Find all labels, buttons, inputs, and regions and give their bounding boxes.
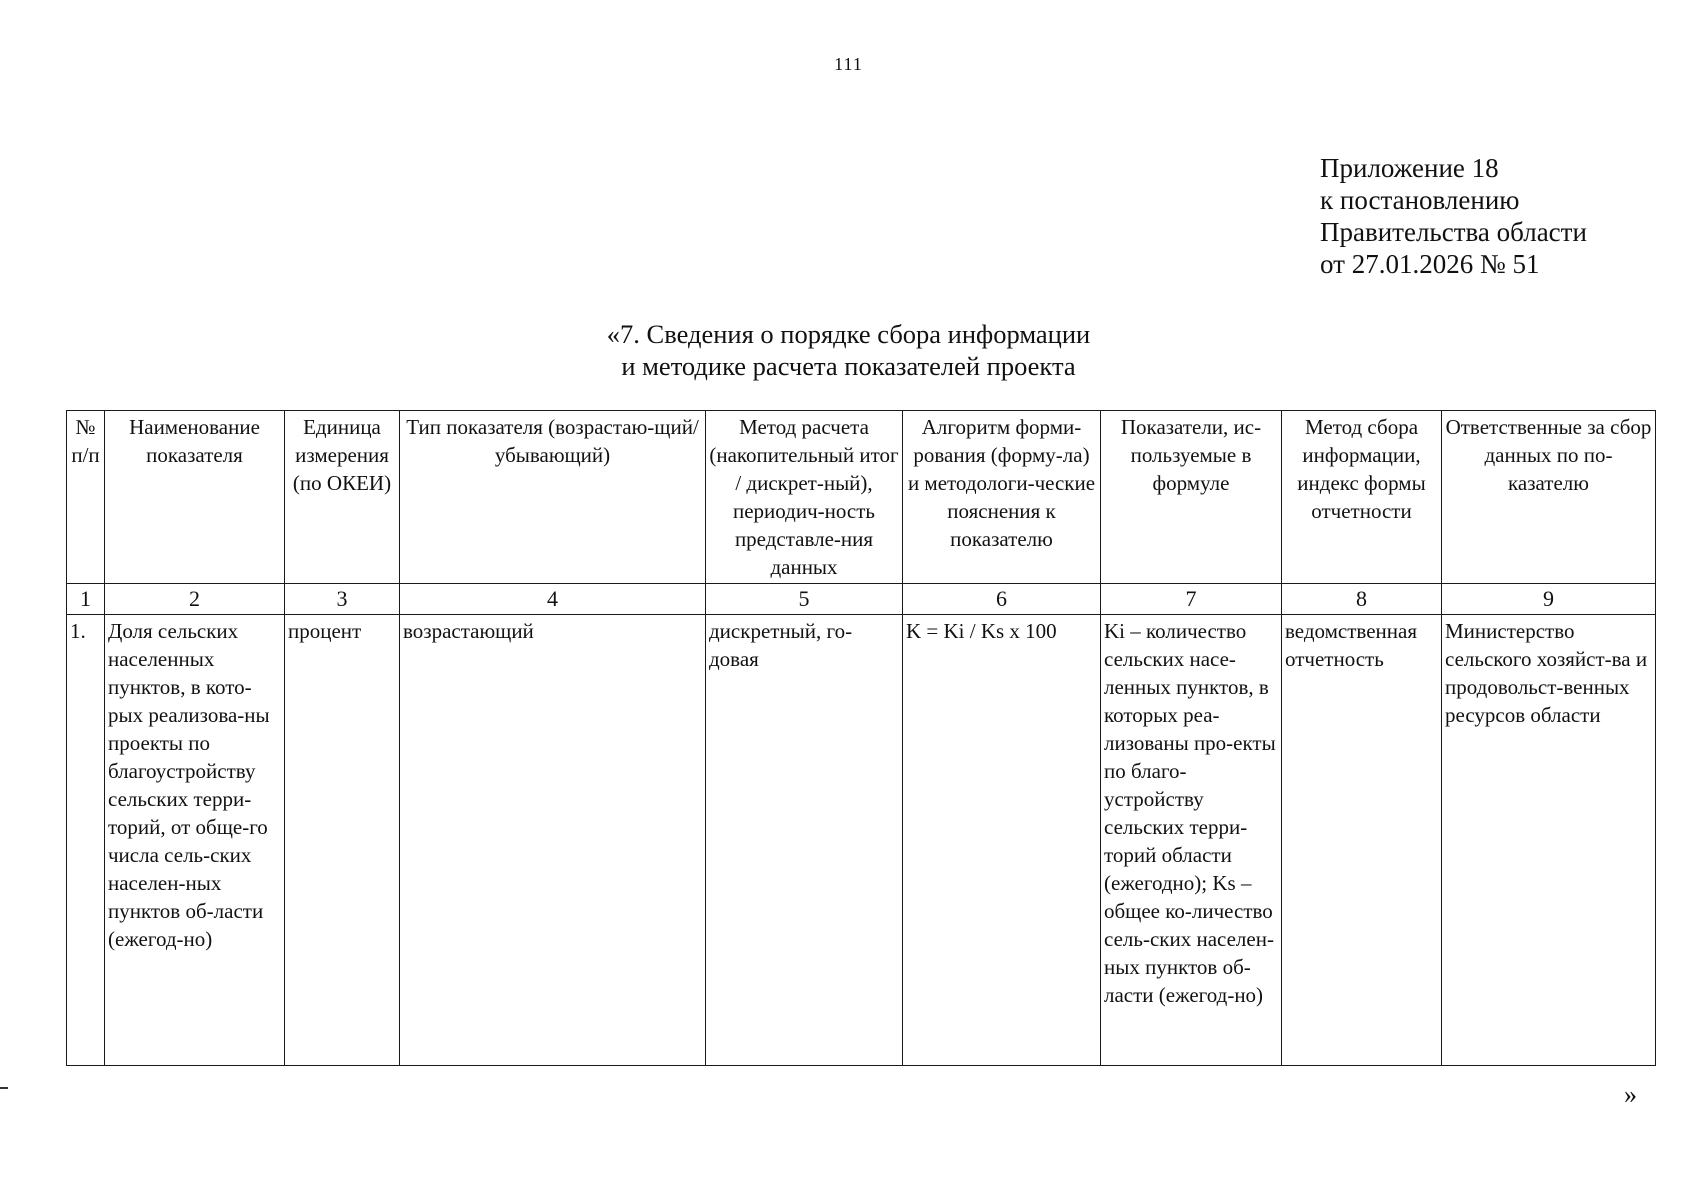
section-heading <box>0 318 1697 382</box>
closing-quote: » <box>1624 1080 1637 1109</box>
column-number: 5 <box>706 584 903 615</box>
formula-indicators-cell: Ki – количество сельских насе-ленных пунктов, в которых реа-лизованы про-екты по благо-устройству сельских терри-торий области (ежегодно); Ks – общее ко-личество сель-ских населен-ных пунктов об-ласти (ежегод-но) <box>1101 615 1282 1066</box>
header-cell-responsible: Ответственные за сбор данных по по-казателю <box>1442 411 1656 584</box>
column-number: 6 <box>903 584 1101 615</box>
heading-line-1: «7. Сведения о порядке сбора информации <box>606 319 1091 349</box>
margin-mark <box>0 1087 8 1089</box>
page-number: 111 <box>834 54 863 74</box>
header-cell-unit: Единица измерения (по ОКЕИ) <box>285 411 400 584</box>
indicator-name-cell: Доля сельских населенных пунктов, в кото-рых реализова-ны проекты по благоустройству сельских терри-торий, от обще-го числа сель-ских населен-ных пунктов об-ласти (ежегод-но) <box>105 615 285 1066</box>
appendix-block <box>1320 152 1587 280</box>
collection-method-cell: ведомственная отчетность <box>1282 615 1442 1066</box>
column-number: 8 <box>1282 584 1442 615</box>
row-number-cell: 1. <box>67 615 105 1066</box>
header-cell-algorithm: Алгоритм форми-рования (форму-ла) и методологи-ческие пояснения к показателю <box>903 411 1101 584</box>
algorithm-cell: K = Ki / Ks x 100 <box>903 615 1101 1066</box>
header-cell-number: № п/п <box>67 411 105 584</box>
column-number: 9 <box>1442 584 1656 615</box>
indicators-table <box>66 410 1656 1066</box>
appendix-line-3: Правительства области <box>1320 217 1587 247</box>
header-row <box>67 411 1656 584</box>
column-number: 4 <box>400 584 706 615</box>
column-number-row <box>67 584 1656 615</box>
column-number: 2 <box>105 584 285 615</box>
header-cell-name: Наименование показателя <box>105 411 285 584</box>
unit-cell: процент <box>285 615 400 1066</box>
calculation-method-cell: дискретный, го-довая <box>706 615 903 1066</box>
column-number: 3 <box>285 584 400 615</box>
header-cell-collection: Метод сбора информации, индекс формы отчетности <box>1282 411 1442 584</box>
column-number: 1 <box>67 584 105 615</box>
responsible-cell: Министерство сельского хозяйст-ва и продовольст-венных ресурсов области <box>1442 615 1656 1066</box>
indicator-type-cell: возрастающий <box>400 615 706 1066</box>
header-cell-indicators: Показатели, ис-пользуемые в формуле <box>1101 411 1282 584</box>
appendix-line-4: от 27.01.2026 № 51 <box>1320 249 1540 279</box>
heading-line-2: и методике расчета показателей проекта <box>621 351 1076 381</box>
header-cell-type: Тип показателя (возрастаю-щий/убывающий) <box>400 411 706 584</box>
column-number: 7 <box>1101 584 1282 615</box>
header-cell-method: Метод расчета (накопительный итог / дискрет-ный), периодич-ность представле-ния данных <box>706 411 903 584</box>
appendix-line-2: к постановлению <box>1320 185 1520 215</box>
appendix-line-1: Приложение 18 <box>1320 153 1499 183</box>
table-row <box>67 615 1656 1066</box>
